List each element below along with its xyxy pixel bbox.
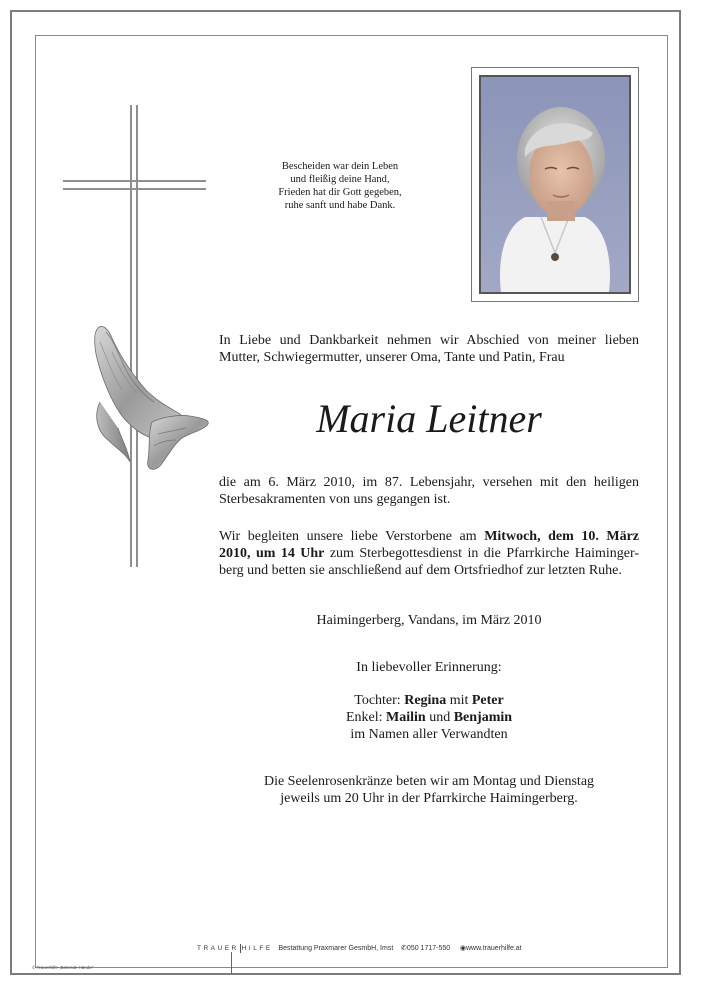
deceased-name: Maria Leitner: [316, 396, 542, 441]
company-name: Bestattung Praxmarer GesmbH, Imst: [278, 945, 394, 952]
intro-line: In Liebe und Dankbarkeit nehmen wir Abschied von meiner lieben: [219, 333, 639, 348]
mourner-relatives: im Namen aller Verwandten: [350, 727, 508, 742]
poem-line: Frieden hat dir Gott gegeben,: [278, 187, 402, 198]
funeral-line: 2010, um 14 Uhr zum Sterbegottesdienst in die Pfarrkirche Haiminger-: [219, 546, 639, 561]
funeral-info: [219, 528, 639, 579]
globe-icon: ◉: [459, 945, 466, 952]
portrait-frame: [471, 67, 639, 302]
footer: [197, 942, 537, 956]
death-notice-line: die am 6. März 2010, im 87. Lebensjahr, versehen mit den heiligen: [219, 475, 639, 490]
brand-logo: TRAUER HILFE: [197, 945, 273, 952]
poem-line: und fleißig deine Hand,: [290, 174, 390, 185]
phone-number: 050 1717-550: [406, 945, 451, 952]
footer-divider: [231, 952, 232, 974]
funeral-line: berg und betten sie anschließend auf dem Ortsfriedhof zur letzten Ruhe.: [219, 563, 622, 578]
poem-line: Bescheiden war dein Leben: [281, 161, 399, 172]
mourner-grandchildren: Enkel: Mailin und Benjamin: [345, 710, 513, 725]
praying-hands-icon: [88, 322, 212, 474]
phone-icon: ✆: [401, 945, 407, 952]
poem: [250, 160, 430, 212]
funeral-line: Wir begleiten unsere liebe Verstorbene am Mitwoch, dem 10. März: [219, 529, 639, 544]
mourners-list: [219, 692, 639, 743]
place-date: Haimingerberg, Vandans, im März 2010: [316, 613, 542, 628]
intro-line: Mutter, Schwiegermutter, unserer Oma, Tante und Patin, Frau: [219, 350, 565, 365]
death-notice-line: Sterbesakramenten von uns gegangen ist.: [219, 492, 451, 507]
copyright: © Trauerhilfe „Betende Hände": [32, 965, 94, 970]
portrait-photo: [479, 75, 631, 294]
poem-line: ruhe sanft und habe Dank.: [284, 200, 396, 211]
mourner-daughter: Tochter: Regina mit Peter: [354, 693, 504, 708]
website-link[interactable]: www.trauerhilfe.at: [465, 945, 522, 952]
intro-text: [219, 332, 639, 366]
memory-heading: In liebevoller Erinnerung:: [356, 660, 502, 675]
rosary-info: Die Seelenrosenkränze beten wir am Montag und Dienstag jeweils um 20 Uhr in der Pfarrkirche Haimingerberg.: [263, 774, 595, 806]
death-notice: [219, 474, 639, 508]
